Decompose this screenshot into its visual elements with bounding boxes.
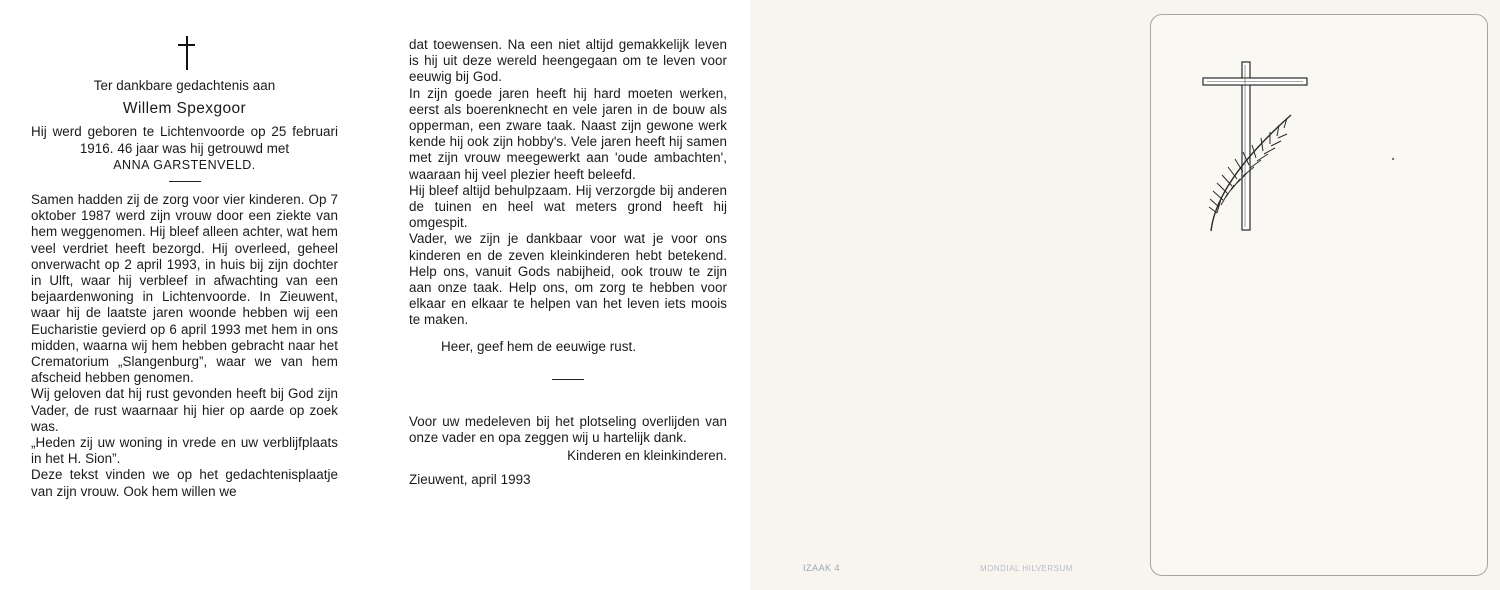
place-date: Zieuwent, april 1993 [409,472,531,488]
middle-text-column [409,37,727,489]
heading: Ter dankbare gedachtenis aan [93,78,276,93]
spouse-name: ANNA GARSTENVELD. [113,157,256,172]
divider [169,181,201,182]
signature: Kinderen en kleinkinderen. [567,448,727,464]
print-code: IZAAK 4 [803,563,841,573]
deceased-name: Willem Spexgoor [122,100,247,118]
printer-mark: MONDIAL HILVERSUM [980,564,1073,573]
middle-page [375,0,750,590]
divider [552,379,584,380]
thanks-text: Voor uw medeleven bij het plotseling overlijden van onze vader en opa zeggen wij u hartelijk dank. [409,413,727,446]
paragraph: dat toewensen. Na een niet altijd gemakkelijk leven is hij uit deze wereld heengegaan om te leven voor eeuwig bij God. [409,37,727,85]
paragraph: Deze tekst vinden we op het gedachtenisplaatje van zijn vrouw. Ook hem willen we [31,467,338,499]
left-page [0,0,375,590]
quote: „Heden zij uw woning in vrede en uw verblijfplaats in het H. Sion”. [31,435,338,467]
card-frame [1150,14,1488,576]
paragraph: Wij geloven dat hij rust gevonden heeft bij God zijn Vader, de rust waarnaar hij hier op aarde op zoek was. [31,386,338,434]
cross-icon [176,36,198,70]
left-text-column [31,78,338,500]
prayer: Heer, geef hem de eeuwige rust. [441,338,637,354]
right-page [750,0,1500,590]
paragraph: Samen hadden zij de zorg voor vier kinderen. Op 7 oktober 1987 werd zijn vrouw door een ziekte van hem weggenomen. Hij bleef alleen achter, wat hem veel verdriet heeft bezorgd. Hij overleed, geheel onverwacht op 2 april 1993, in huis bij zijn dochter in Ulft, waar hij verbleef in afwachting van een bejaardenwoning in Lichtenvoorde. In Zieuwent, waar hij de laatste jaren woonde hebben wij een Eucharistie gevierd op 6 april 1993 met hem in ons midden, waarna wij hem hebben gebracht naar het Crematorium „Slangenburg”, waar we van hem afscheid hebben genomen. [31,192,338,386]
paragraph: In zijn goede jaren heeft hij hard moeten werken, eerst als boerenknecht en vele jaren in de bouw als opperman, een zware taak. Naast zijn gewone werk kende hij ook zijn hobby's. Vele jaren heeft hij samen met zijn vrouw meegewerkt aan 'oude ambachten', waaraan hij veel plezier heeft beleefd. [409,85,727,182]
speck [1392,158,1394,160]
paragraph: Vader, we zijn je dankbaar voor wat je voor ons kinderen en de zeven kleinkinderen hebt betekend. Help ons, vanuit Gods nabijheid, ook trouw te zijn aan onze taak. Help ons, om zorg te hebben voor elkaar en elkaar te helpen van het leven iets moois te maken. [409,231,727,328]
paragraph: Hij bleef altijd behulpzaam. Hij verzorgde bij anderen de tuinen en heel wat meters grond heeft hij omgespit. [409,182,727,231]
cross-with-palm-illustration [1151,15,1487,575]
intro-text: Hij werd geboren te Lichtenvoorde op 25 februari 1916. 46 jaar was hij getrouwd met [31,124,338,156]
